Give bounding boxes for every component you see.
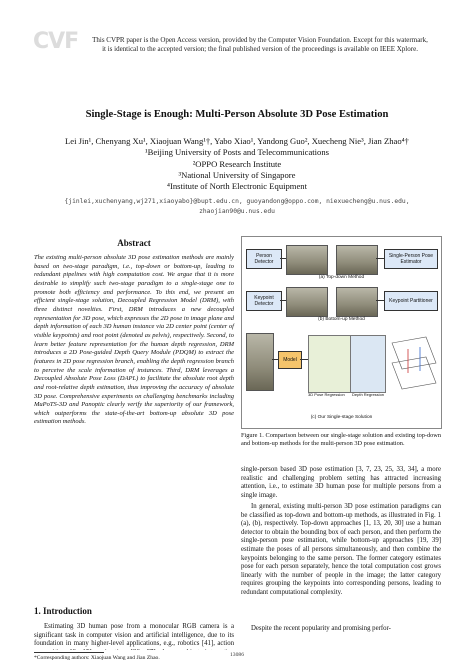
arrow-b1	[280, 300, 286, 301]
paper-title: Single-Stage is Enough: Multi-Person Absolute 3D Pose Estimation	[85, 109, 389, 120]
abstract-text: The existing multi-person absolute 3D pose estimation methods are mainly based on two-stage paradigm, i.e., top-down or bottom-up, leading to redundant pipelines with high computation cost. We argue that it is more desirable to simplify such two-stage paradigm to a single-stage one to promote both efficiency and performance. To this end, we present an efficient single-stage solution, Decoupled Regression Model (DRM), with three distinct novelties. First, DRM introduces a new decoupled representation for 3D pose, which expresses the 2D pose in image plane and depth information of each 3D human instance via 2D center point (center of visible keypoints) and root point (denoted as pelvis), respectively. Second, to learn better feature representation for the human depth regression, DRM introduces a 2D Pose-guided Depth Query Module (PDQM) to extract the features in 2D pose regression branch, enabling the depth regression branch to perceive the scale information of instances. Third, DRM leverages a Decoupled Absolute Pose Loss (DAPL) to facilitate the absolute root depth and root-relative depth estimation, thus improving the accuracy of absolute 3D pose. Comprehensive experiments on challenging benchmarks including MuPoTS-3D and Panoptic clearly verify the superiority of our framework, which outperforms the state-of-the-art bottom-up absolute 3D pose estimation methods.	[34, 254, 234, 426]
model-label: Model	[283, 357, 297, 363]
depth-regression-map	[350, 335, 386, 393]
footnote: *Corresponding authors: Xiaojuan Wang and Jian Zhao.	[34, 655, 160, 661]
person-detector-label: Person Detector	[254, 253, 274, 265]
cvf-logo: CVF	[33, 29, 79, 54]
photo-a1	[286, 245, 328, 275]
affiliation-3: ³National University of Singapore	[178, 169, 296, 180]
author-names: Lei Jin¹, Chenyang Xu¹, Xiaojuan Wang¹†, Yabo Xiao¹, Yandong Guo², Xuecheng Nie³, Jian Zhao⁴†	[65, 136, 409, 146]
emails-line-1: {jinlei,xuchenyang,wj271,xiaoyabo}@bupt.edu.cn, guoyandong@oppo.com, niexuecheng@u.nus.edu,	[64, 198, 410, 205]
open-access-notice: This CVPR paper is the Open Access version, provided by the Computer Vision Foundation. Except for this watermark, it is identical to the accepted version; the final published version of the proceedings is available on IEEE Xplore.	[92, 36, 428, 53]
pose-regression-label: 3D Pose Regression	[308, 392, 345, 397]
figure-caption: Figure 1. Comparison between our single-stage solution and existing top-down and bottom-up methods for the multi-person 3D pose estimation.	[241, 432, 441, 447]
photo-b2	[336, 287, 378, 317]
right-para-2: In general, existing multi-person 3D pose estimation paradigms can be classified as top-down and bottom-up methods, as illustrated in Fig. 1 (a), (b), respectively. Top-down approaches [1, 13, 20, 30] use a human detector to obtain the bounding box of each person, and then perform the single-person pose estimation, while bottom-up approaches [19, 39] estimate the poses of all persons simultaneously, and then combine the keypoints belonging to the same person. The former category estimates pose for each person separately, hence the total computation cost grows linearly with the number of people in the image; the latter category requires grouping the keypoints into corresponding persons, leading to redundant computational complexity.	[241, 503, 441, 596]
depth-regression-label: Depth Regression	[352, 392, 385, 397]
abstract-heading: Abstract	[117, 238, 151, 248]
photo-b1	[286, 287, 328, 317]
person-detector-box	[246, 249, 282, 269]
3d-pose-output-graphic	[388, 333, 438, 393]
affiliation-4: ⁴Institute of North Electronic Equipment	[167, 181, 307, 192]
arrow-a2	[376, 258, 384, 259]
pose-regression-map	[308, 335, 352, 393]
arrow-c1	[272, 359, 278, 360]
label-c: (c) Our Single-stage Solution	[310, 415, 373, 420]
intro-text: Estimating 3D human pose from a monocular RGB camera is a significant task in computer vision and artificial intelligence, due to its foundation in many higher-level applications, e.g., robotics [41], action	[34, 623, 234, 648]
single-person-estimator-box	[384, 249, 438, 269]
page-number: 13086	[230, 652, 244, 658]
keypoint-detector-box	[246, 291, 282, 311]
keypoint-partitioner-box	[384, 291, 438, 311]
photo-a2	[336, 245, 378, 275]
author-emails	[20, 197, 454, 216]
single-person-estimator-label: Single-Person Pose Estimator	[388, 253, 434, 265]
photo-c	[246, 333, 274, 391]
right-para-1: single-person based 3D pose estimation [3, 7, 23, 25, 33, 34], a more realistic and challenging problem setting has attracted increasing attention, i.e., to estimate 3D human pose for multiple persons from a single image.	[241, 466, 441, 499]
label-b: (b) Bottom-up Method	[318, 317, 365, 322]
arrow-a1	[280, 258, 286, 259]
author-block	[20, 136, 454, 192]
arrow-c2	[300, 359, 308, 360]
affiliation-1: ¹Beijing University of Posts and Telecommunications	[145, 147, 329, 158]
right-para-3: Despite the recent popularity and promising perfor-	[251, 625, 391, 632]
model-box	[278, 351, 302, 369]
emails-line-2: zhaojian90@u.nus.edu	[199, 207, 275, 215]
keypoint-partitioner-label: Keypoint Partitioner	[389, 298, 433, 304]
arrow-b2	[376, 300, 384, 301]
figure-1	[241, 236, 442, 429]
intro-heading: 1. Introduction	[34, 606, 92, 616]
keypoint-detector-label: Keypoint Detector	[254, 295, 274, 307]
affiliation-2: ²OPPO Research Institute	[192, 158, 282, 169]
label-a: (a) Top-down Method	[318, 275, 365, 280]
